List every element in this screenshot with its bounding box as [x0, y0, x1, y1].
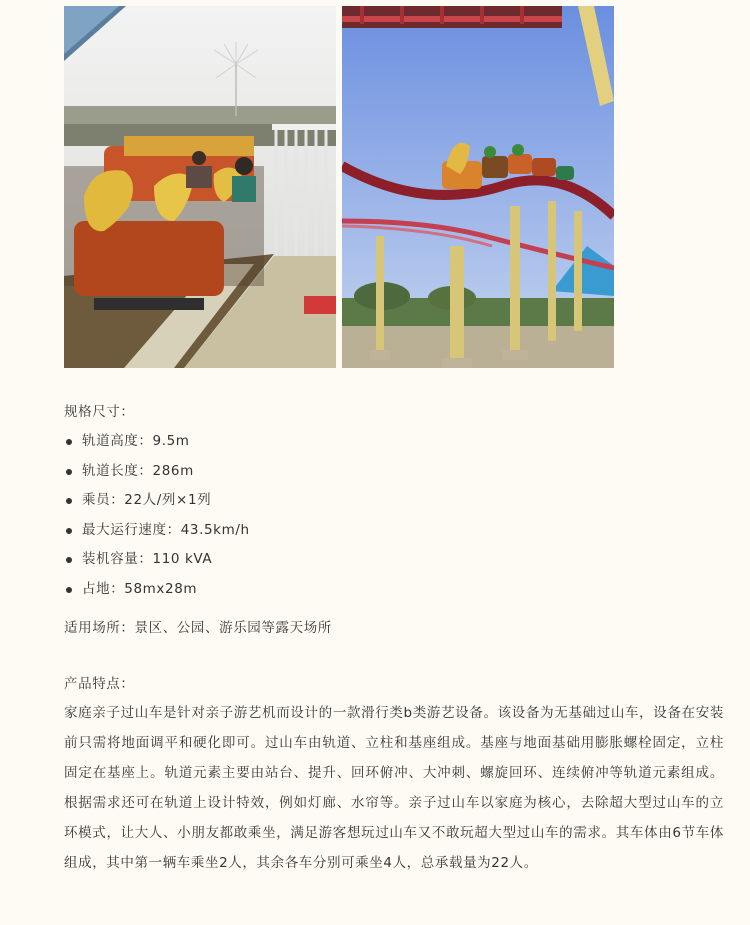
features-body: 家庭亲子过山车是针对亲子游艺机而设计的一款滑行类b类游艺设备。该设备为无基础过山车，设备在安装前只需将地面调平和硬化即可。过山车由轨道、立柱和基座组成。基座与地面基础用膨胀螺栓固定，立柱固定在基座上。轨道元素主要由站台、提升、回环俯冲、大冲刺、螺旋回环、连续俯冲等轨道元素组成。根据需求还可在轨道上设计特效，例如灯廊、水帘等。亲子过山车以家庭为核心，去除超大型过山车的立环模式，让大人、小朋友都敢乘坐，满足游客想玩过山车又不敢玩超大型过山车的需求。其车体由6节车体组成，其中第一辆车乘坐2人，其余各车分别可乘坐4人，总承载量为22人。 — [64, 705, 724, 871]
features-heading: 产品特点： — [64, 676, 135, 692]
bullet-icon — [66, 528, 72, 534]
spec-item-max-speed: 最大运行速度：43.5km/h — [64, 516, 724, 546]
photo-gallery — [64, 6, 614, 368]
specs-heading: 规格尺寸： — [64, 404, 135, 420]
product-description — [64, 398, 724, 878]
spec-item-track-height: 轨道高度：9.5m — [64, 427, 724, 457]
spec-item-footprint: 占地：58mx28m — [64, 575, 724, 605]
bullet-icon — [66, 587, 72, 593]
spec-item-power: 装机容量：110 kVA — [64, 545, 724, 575]
bullet-icon — [66, 469, 72, 475]
specs-list — [64, 427, 724, 604]
applicable-places: 适用场所：景区、公园、游乐园等露天场所 — [64, 620, 332, 636]
spec-item-track-length: 轨道长度：286m — [64, 457, 724, 487]
bullet-icon — [66, 498, 72, 504]
bullet-icon — [66, 557, 72, 563]
family-coaster-on-track-photo — [342, 6, 614, 368]
family-coaster-station-photo — [64, 6, 336, 368]
spec-item-capacity: 乘员：22人/列×1列 — [64, 486, 724, 516]
bullet-icon — [66, 439, 72, 445]
